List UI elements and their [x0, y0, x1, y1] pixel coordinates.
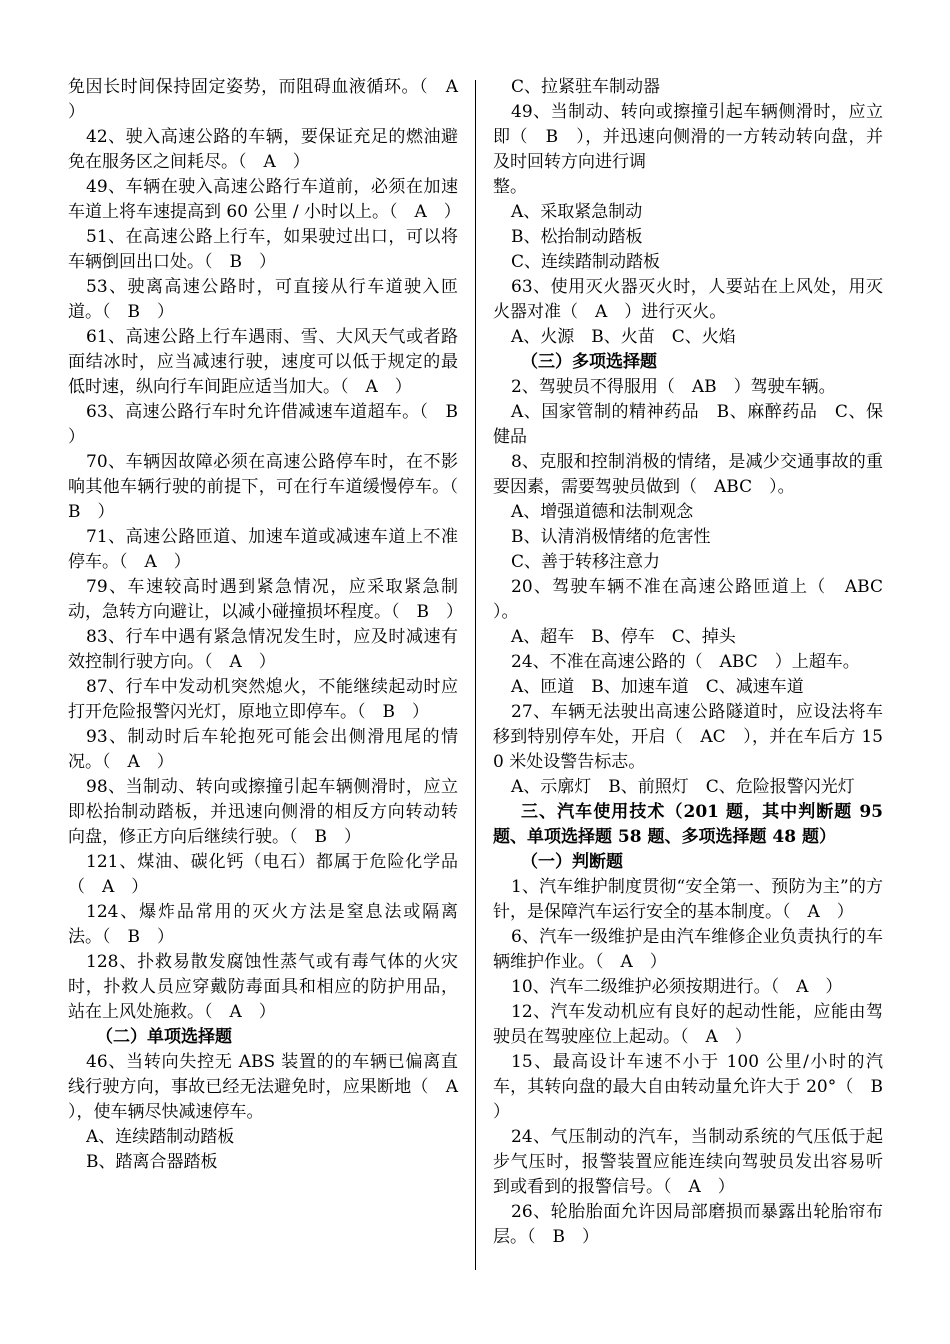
- question-item: 24、气压制动的汽车，当制动系统的气压低于起步气压时，报警装置应能连续向驾驶员发出容易听到或看到的报警信号。（ A ）: [493, 1127, 883, 1197]
- question-item: 49、车辆在驶入高速公路行车道前，必须在加速车道上将车速提高到 60 公里 / 小时以上。（ A ）: [68, 177, 461, 222]
- option-item: C、连续踏制动踏板: [511, 252, 661, 272]
- question-item: 12、汽车发动机应有良好的起动性能，应能由驾驶员在驾驶座位上起动。（ A ）: [493, 1002, 883, 1047]
- right-column: [493, 75, 900, 1250]
- option-item: C、拉紧驻车制动器: [511, 77, 661, 97]
- subsection-heading: （二）单项选择题: [96, 1027, 232, 1047]
- option-item: A、采取紧急制动: [511, 202, 643, 222]
- option-item: B、认清消极情绪的危害性: [511, 527, 711, 547]
- question-item: 2、驾驶员不得服用（ AB ）驾驶车辆。: [511, 377, 836, 397]
- question-item: 42、驶入高速公路的车辆，要保证充足的燃油避免在服务区之间耗尽。（ A ）: [68, 127, 458, 172]
- question-item: 49、当制动、转向或擦撞引起车辆侧滑时，应立即（ B ），并迅速向侧滑的一方转动转向盘，并及时回转方向进行调: [493, 102, 883, 172]
- question-item: 128、扑救易散发腐蚀性蒸气或有毒气体的火灾时，扑救人员应穿戴防毒面具和相应的防护用品，站在上风处施救。（ A ）: [68, 952, 458, 1022]
- option-item: A、连续踏制动踏板: [86, 1127, 235, 1147]
- question-item: 63、使用灭火器灭火时，人要站在上风处，用灭火器对准（ A ）进行灭火。: [493, 277, 883, 322]
- question-item: 27、车辆无法驶出高速公路隧道时，应设法将车移到特别停车处，开启（ AC ），并在车后方 150 米处设警告标志。: [493, 702, 883, 772]
- left-column: [68, 75, 475, 1175]
- question-item: 53、驶离高速公路时，可直接从行车道驶入匝道。（ B ）: [68, 277, 458, 322]
- column-divider: [475, 80, 476, 1270]
- question-item: 83、行车中遇有紧急情况发生时，应及时减速有效控制行驶方向。（ A ）: [68, 627, 458, 672]
- continued-text: 免因长时间保持固定姿势，而阻碍血液循环。（ A ）: [68, 77, 475, 122]
- question-item: 124、爆炸品常用的灭火方法是窒息法或隔离法。（ B ）: [68, 902, 458, 947]
- question-item: 26、轮胎胎面允许因局部磨损而暴露出轮胎帘布层。（ B ）: [493, 1202, 883, 1247]
- question-item: 46、当转向失控无 ABS 装置的的车辆已偏离直线行驶方向，事故已经无法避免时，应果断地（ A ），使车辆尽快减速停车。: [68, 1052, 475, 1122]
- option-item: C、善于转移注意力: [511, 552, 661, 572]
- option-item: A、匝道 B、加速车道 C、减速车道: [511, 677, 804, 697]
- option-item: A、示廓灯 B、前照灯 C、危险报警闪光灯: [511, 777, 855, 797]
- question-item: 24、不准在高速公路的（ ABC ）上超车。: [511, 652, 860, 672]
- option-item: B、踏离合器踏板: [86, 1152, 218, 1172]
- question-item: 20、驾驶车辆不准在高速公路匝道上（ ABC ）。: [493, 577, 900, 622]
- question-item: 70、车辆因故障必须在高速公路停车时，在不影响其他车辆行驶的前提下，可在行车道缓慢停车。（ B ）: [68, 452, 475, 522]
- subsection-heading: （三）多项选择题: [521, 352, 657, 372]
- subsection-heading: （一）判断题: [521, 852, 623, 872]
- continued-text: 整。: [493, 177, 527, 197]
- option-item: A、火源 B、火苗 C、火焰: [511, 327, 736, 347]
- question-item: 15、最高设计车速不小于 100 公里/小时的汽车，其转向盘的最大自由转动量允许大于 20°（ B ）: [493, 1052, 900, 1122]
- option-item: B、松抬制动踏板: [511, 227, 643, 247]
- option-item: A、增强道德和法制观念: [511, 502, 694, 522]
- question-item: 51、在高速公路上行车，如果驶过出口，可以将车辆倒回出口处。（ B ）: [68, 227, 458, 272]
- question-item: 87、行车中发动机突然熄火，不能继续起动时应打开危险报警闪光灯，原地立即停车。（ B ）: [68, 677, 458, 722]
- question-item: 10、汽车二级维护必须按期进行。（ A ）: [511, 977, 843, 997]
- option-item: A、国家管制的精神药品 B、麻醉药品 C、保健品: [493, 402, 883, 447]
- question-item: 6、汽车一级维护是由汽车维修企业负责执行的车辆维护作业。（ A ）: [493, 927, 883, 972]
- question-item: 93、制动时后车轮抱死可能会出侧滑甩尾的情况。（ A ）: [68, 727, 458, 772]
- question-item: 71、高速公路匝道、加速车道或减速车道上不准停车。（ A ）: [68, 527, 458, 572]
- question-item: 79、车速较高时遇到紧急情况，应采取紧急制动，急转方向避让，以减小碰撞损坏程度。（ B ）: [68, 577, 463, 622]
- question-item: 61、高速公路上行车遇雨、雪、大风天气或者路面结冰时，应当减速行驶，速度可以低于规定的最低时速，纵向行车间距应适当加大。（ A ）: [68, 327, 458, 397]
- question-item: 121、煤油、碳化钙（电石）都属于危险化学品（ A ）: [68, 852, 458, 897]
- question-item: 1、汽车维护制度贯彻“安全第一、预防为主”的方针，是保障汽车运行安全的基本制度。（ A ）: [493, 877, 883, 922]
- question-item: 8、克服和控制消极的情绪，是减少交通事故的重要因素，需要驾驶员做到（ ABC ）。: [493, 452, 883, 497]
- question-item: 98、当制动、转向或擦撞引起车辆侧滑时，应立即松抬制动踏板，并迅速向侧滑的相反方向转动转向盘，修正方向后继续行驶。（ B ）: [68, 777, 458, 847]
- question-item: 63、高速公路行车时允许借减速车道超车。（ B ）: [68, 402, 475, 447]
- option-item: A、超车 B、停车 C、掉头: [511, 627, 736, 647]
- section-heading: 三、汽车使用技术（201 题，其中判断题 95 题、单项选择题 58 题、多项选择题 48 题）: [493, 802, 883, 847]
